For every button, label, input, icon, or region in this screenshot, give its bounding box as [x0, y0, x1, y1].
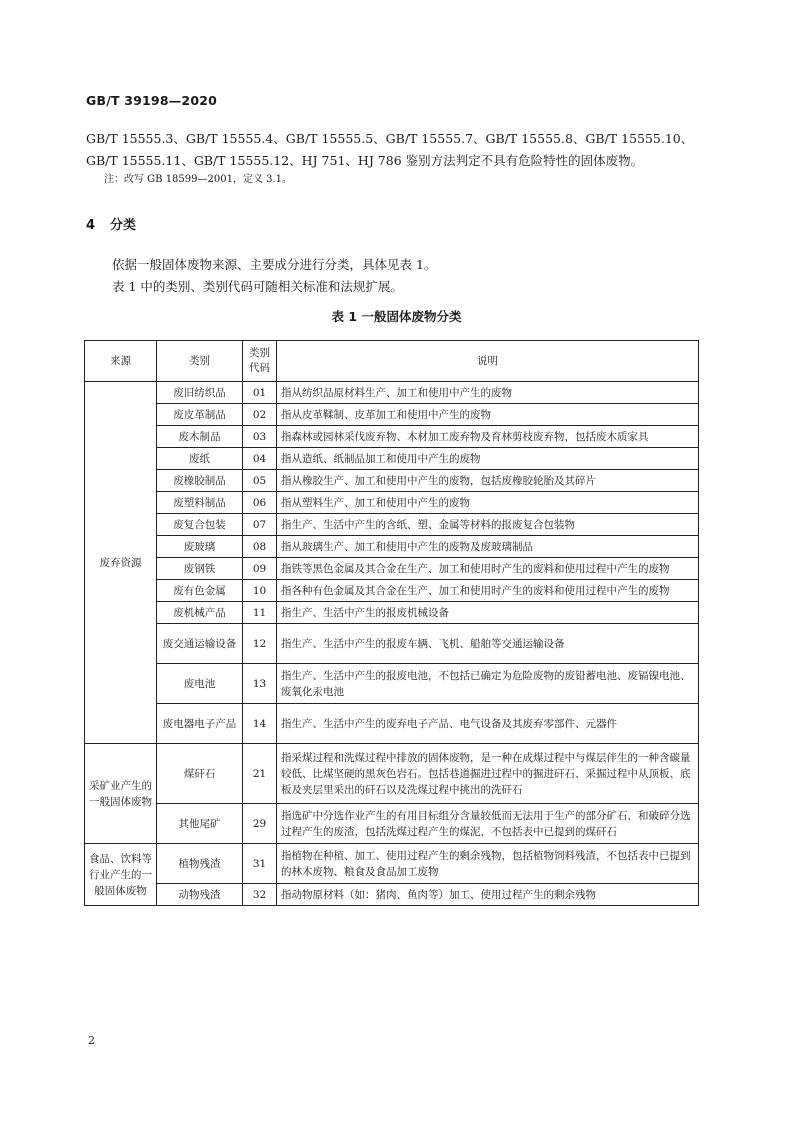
row-description: 指从橡胶生产、加工和使用中产生的废物，包括废橡胶轮胎及其碎片	[277, 470, 699, 492]
row-category: 废有色金属	[157, 580, 243, 602]
table-row	[85, 492, 699, 514]
table-header-row	[85, 341, 699, 382]
table-row	[85, 558, 699, 580]
intro-line-2: GB/T 15555.11、GB/T 15555.12、HJ 751、HJ 786 鉴别方法判定不具有危险特性的固体废物。	[86, 153, 644, 168]
table-row	[85, 470, 699, 492]
standard-code: GB/T 39198—2020	[86, 93, 218, 108]
row-code: 01	[243, 382, 277, 404]
row-code: 05	[243, 470, 277, 492]
table-row	[85, 884, 699, 906]
body-line-1: 依据一般固体废物来源、主要成分进行分类，具体见表 1。	[112, 257, 437, 272]
row-category: 废纸	[157, 448, 243, 470]
section-number: 4	[86, 218, 96, 233]
table-row	[85, 704, 699, 744]
table-row	[85, 404, 699, 426]
row-category: 废橡胶制品	[157, 470, 243, 492]
row-description: 指生产、生活中产生的废弃电子产品、电气设备及其废弃零部件、元器件	[277, 704, 699, 744]
row-code: 09	[243, 558, 277, 580]
table-row	[85, 426, 699, 448]
table-title: 表 1 一般固体废物分类	[331, 309, 462, 324]
row-category: 废皮革制品	[157, 404, 243, 426]
table-row	[85, 624, 699, 664]
page-number: 2	[88, 1034, 95, 1047]
row-code: 04	[243, 448, 277, 470]
row-category: 其他尾矿	[157, 804, 243, 844]
table-row	[85, 448, 699, 470]
row-category: 废木制品	[157, 426, 243, 448]
table-row	[85, 744, 699, 804]
row-description: 指各种有色金属及其合金在生产、加工和使用时产生的废料和使用过程中产生的废物	[277, 580, 699, 602]
section-heading	[86, 214, 136, 233]
body-line-2: 表 1 中的类别、类别代码可随相关标准和法规扩展。	[112, 279, 403, 294]
table-row	[85, 536, 699, 558]
row-category: 废电器电子产品	[157, 704, 243, 744]
table-row	[85, 602, 699, 624]
row-code: 31	[243, 844, 277, 884]
note: 注：改写 GB 18599—2001，定义 3.1。	[104, 174, 293, 185]
intro-line-1: GB/T 15555.3、GB/T 15555.4、GB/T 15555.5、GB/T 15555.7、GB/T 15555.8、GB/T 15555.10、	[86, 131, 694, 146]
row-category: 废交通运输设备	[157, 624, 243, 664]
row-description: 指生产、生活中产生的报废车辆、飞机、船舶等交通运输设备	[277, 624, 699, 664]
row-code: 02	[243, 404, 277, 426]
row-category: 动物残渣	[157, 884, 243, 906]
row-code: 07	[243, 514, 277, 536]
row-code: 10	[243, 580, 277, 602]
section-title: 分类	[110, 218, 137, 233]
classification-table	[84, 340, 699, 906]
table-row	[85, 382, 699, 404]
row-description: 指从皮革鞣制、皮革加工和使用中产生的废物	[277, 404, 699, 426]
row-category: 废复合包装	[157, 514, 243, 536]
row-description: 指生产、生活中产生的报废电池，不包括已确定为危险废物的废铅蓄电池、废镉镍电池、废氧化汞电池	[277, 664, 699, 704]
table-body	[85, 382, 699, 906]
row-description: 指动物原材料（如：猪肉、鱼肉等）加工、使用过程产生的剩余残物	[277, 884, 699, 906]
row-source: 食品、饮料等行业产生的一般固体废物	[85, 844, 157, 906]
row-code: 29	[243, 804, 277, 844]
header-category: 类别	[157, 341, 243, 382]
table-row	[85, 844, 699, 884]
row-source: 废弃资源	[85, 382, 157, 744]
row-category: 植物残渣	[157, 844, 243, 884]
header-code: 类别代码	[243, 341, 277, 382]
row-category: 废玻璃	[157, 536, 243, 558]
row-description: 指从玻璃生产、加工和使用中产生的废物及废玻璃制品	[277, 536, 699, 558]
row-description: 指植物在种植、加工、使用过程产生的剩余残物，包括植物饲料残渣，不包括表中已提到的林木废物、粮食及食品加工废物	[277, 844, 699, 884]
row-category: 废机械产品	[157, 602, 243, 624]
row-category: 废钢铁	[157, 558, 243, 580]
row-description: 指铁等黑色金属及其合金在生产、加工和使用时产生的废料和使用过程中产生的废物	[277, 558, 699, 580]
row-code: 06	[243, 492, 277, 514]
row-description: 指从造纸、纸制品加工和使用中产生的废物	[277, 448, 699, 470]
row-code: 14	[243, 704, 277, 744]
row-code: 12	[243, 624, 277, 664]
row-category: 废塑料制品	[157, 492, 243, 514]
row-category: 煤矸石	[157, 744, 243, 804]
row-description: 指生产、生活中产生的报废机械设备	[277, 602, 699, 624]
row-category: 废旧纺织品	[157, 382, 243, 404]
row-code: 13	[243, 664, 277, 704]
row-description: 指森林或园林采伐废弃物、木材加工废弃物及育林剪枝废弃物，包括废木质家具	[277, 426, 699, 448]
row-category: 废电池	[157, 664, 243, 704]
header-description: 说明	[277, 341, 699, 382]
row-description: 指采煤过程和洗煤过程中排放的固体废物，是一种在成煤过程中与煤层伴生的一种含碳量较低、比煤坚硬的黑灰色岩石。包括巷道掘进过程中的掘进矸石、采掘过程中从顶板、底板及夹层里采出的矸石以及洗煤过程中挑出的洗矸石	[277, 744, 699, 804]
row-code: 21	[243, 744, 277, 804]
row-description: 指从塑料生产、加工和使用中产生的废物	[277, 492, 699, 514]
row-code: 03	[243, 426, 277, 448]
header-source: 来源	[85, 341, 157, 382]
table-row	[85, 514, 699, 536]
row-code: 08	[243, 536, 277, 558]
row-description: 指生产、生活中产生的含纸、塑、金属等材料的报废复合包装物	[277, 514, 699, 536]
row-description: 指从纺织品原材料生产、加工和使用中产生的废物	[277, 382, 699, 404]
table-row	[85, 580, 699, 602]
row-code: 32	[243, 884, 277, 906]
row-description: 指选矿中分选作业产生的有用目标组分含量较低而无法用于生产的部分矿石，和破碎分选过程产生的废渣，包括洗煤过程产生的煤泥，不包括表中已提到的煤矸石	[277, 804, 699, 844]
table-row	[85, 804, 699, 844]
row-source: 采矿业产生的一般固体废物	[85, 744, 157, 844]
row-code: 11	[243, 602, 277, 624]
table-row	[85, 664, 699, 704]
